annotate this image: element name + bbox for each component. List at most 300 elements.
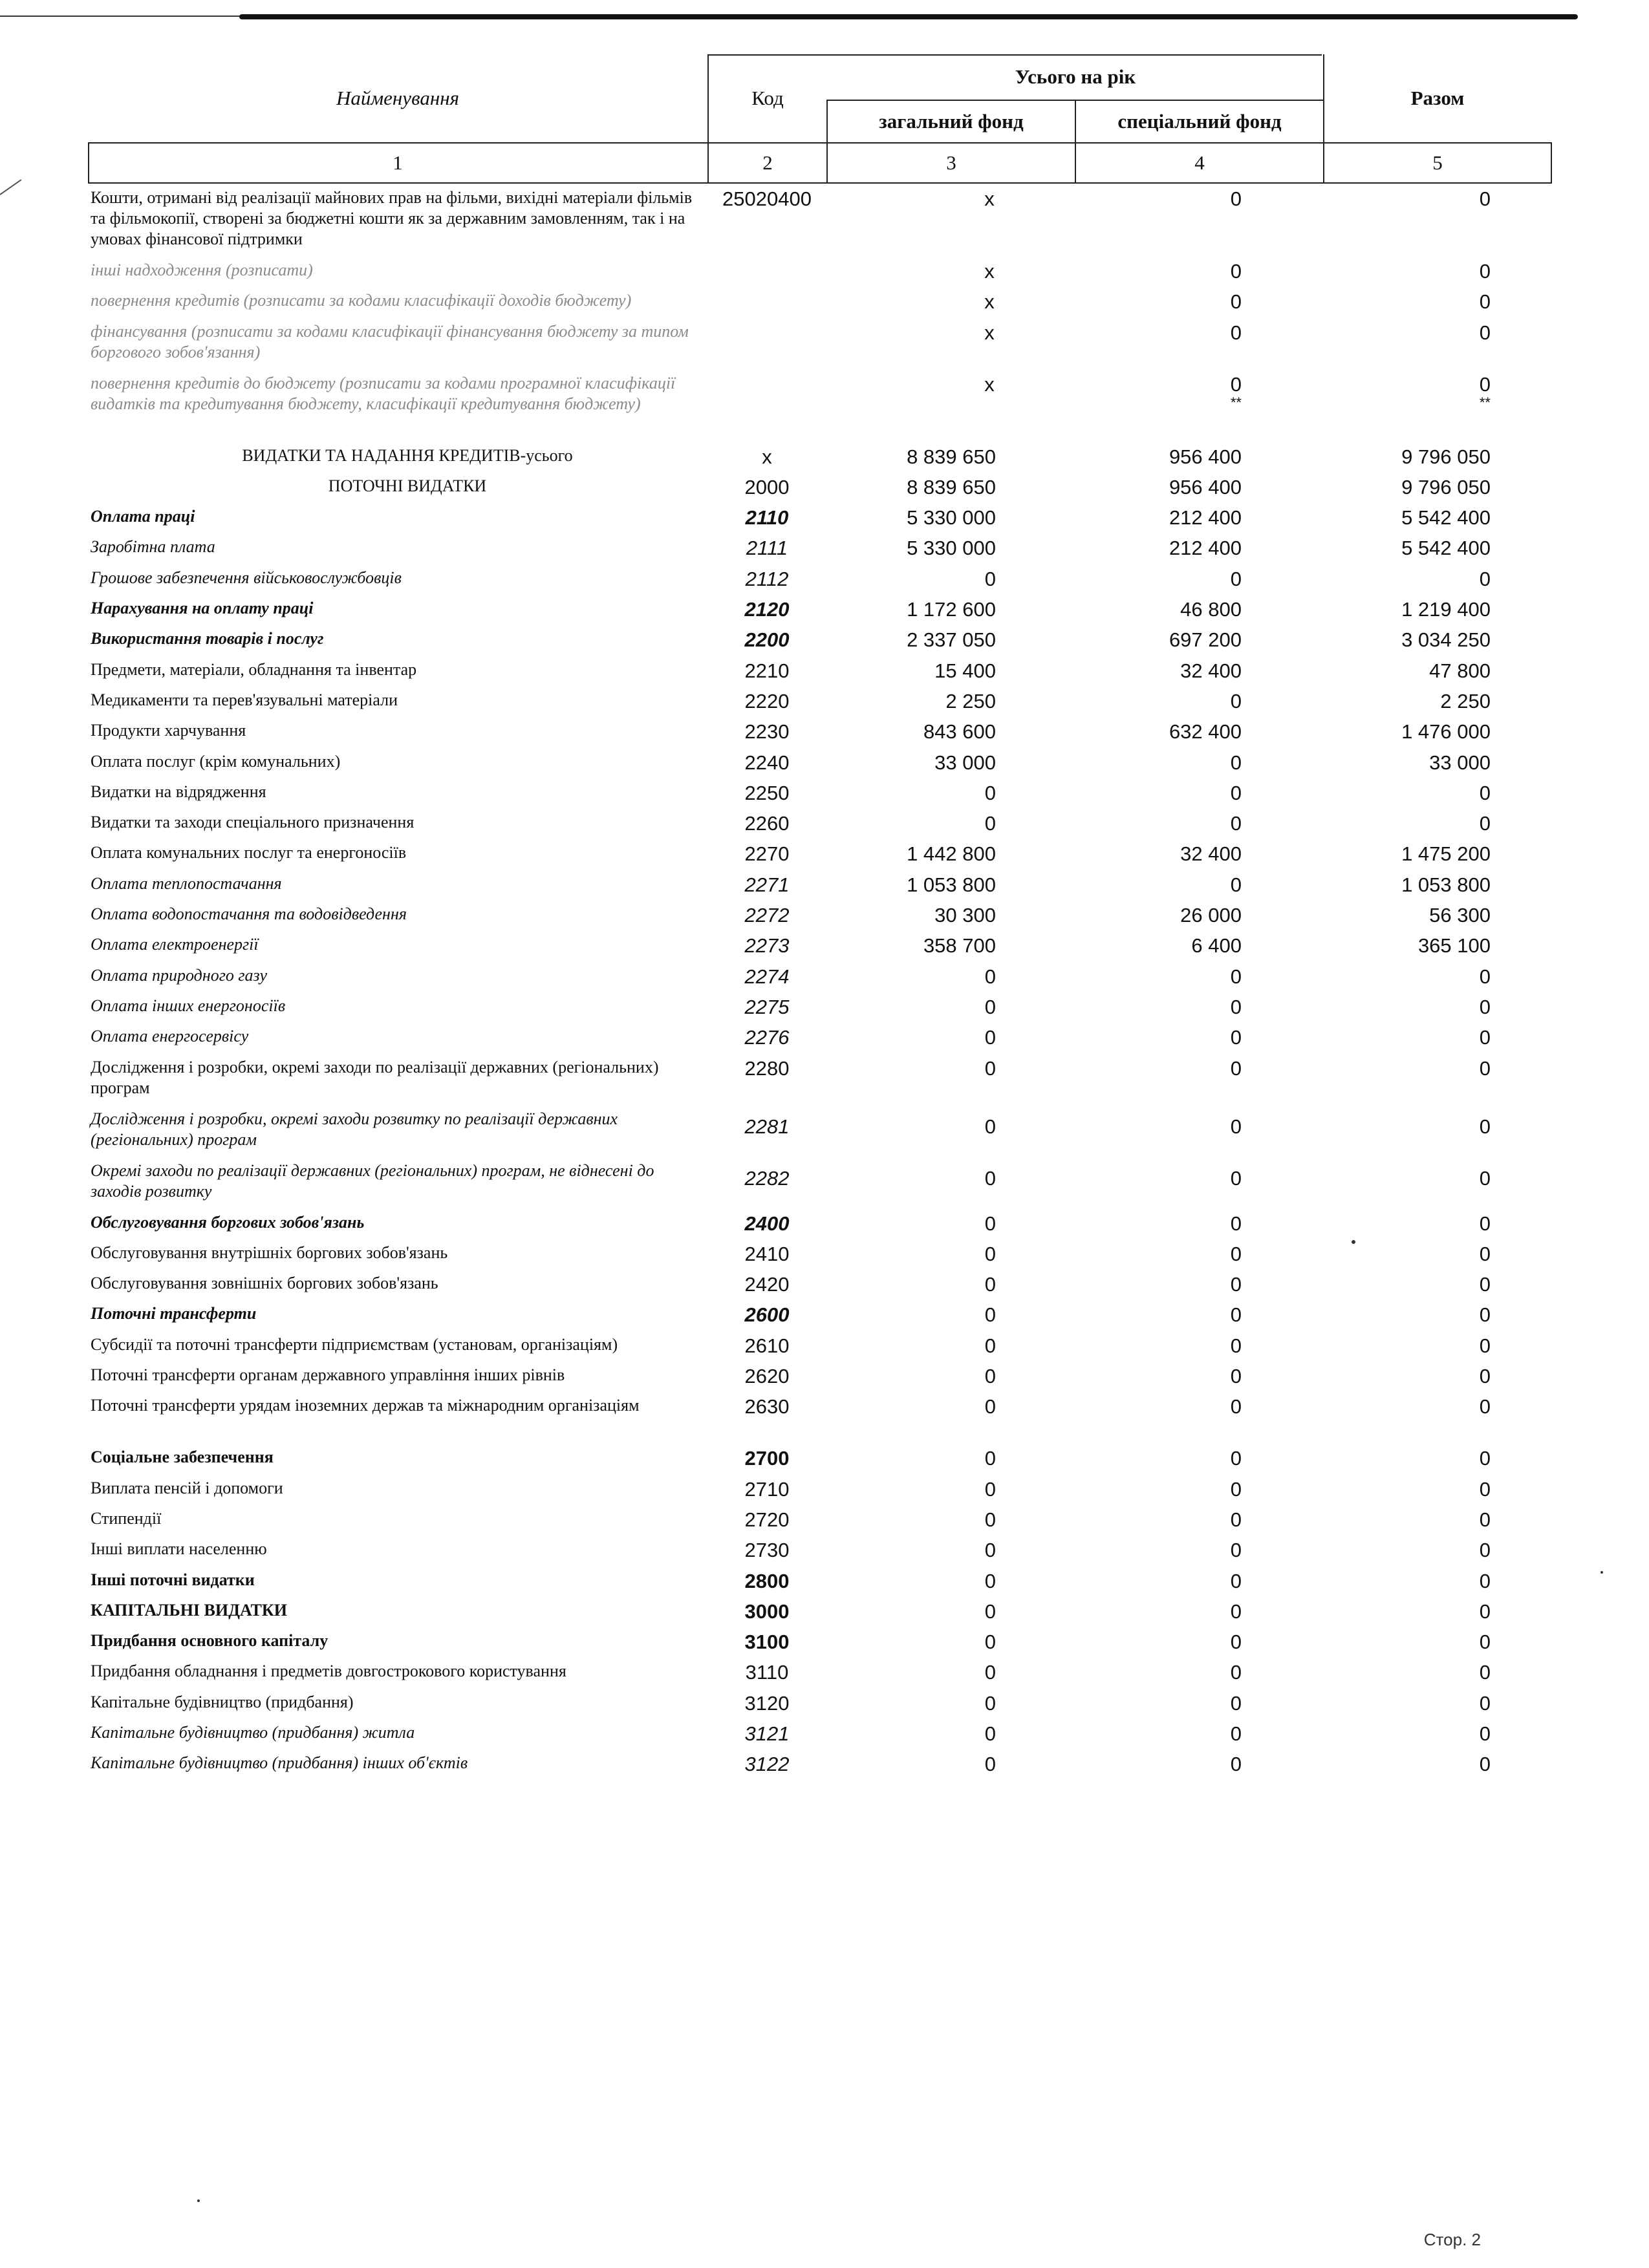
special-fund-value <box>1086 659 1242 683</box>
total-value <box>1332 1243 1491 1266</box>
total-value-text: 0 <box>1479 1477 1491 1501</box>
total-value-text: 0 <box>1479 1631 1491 1654</box>
special-fund-value-text: 0 <box>1230 1447 1242 1470</box>
row-code: 2276 <box>744 1026 790 1049</box>
general-fund-value-text: 0 <box>984 1273 996 1296</box>
row-name: Оплата енергосервісу <box>91 1027 249 1046</box>
general-fund-value <box>841 537 996 560</box>
general-fund-value-text: 30 300 <box>934 904 996 927</box>
special-fund-value-text: 0 <box>1230 1599 1242 1623</box>
row-code: 2800 <box>744 1569 790 1592</box>
row-name: Інші виплати населенню <box>91 1539 267 1559</box>
special-fund-value <box>1086 476 1242 499</box>
general-fund-value <box>841 1334 996 1358</box>
row-code: 2730 <box>744 1539 790 1562</box>
total-value <box>1332 720 1491 744</box>
row-code: 2620 <box>744 1365 790 1388</box>
row-name: Капітальне будівництво (придбання) <box>91 1692 354 1711</box>
general-fund-value-text: 0 <box>984 812 996 835</box>
column-number: 2 <box>762 151 773 174</box>
general-fund-value-text: 0 <box>984 1166 996 1190</box>
total-value <box>1332 782 1491 805</box>
general-fund-value-text: 0 <box>984 1115 996 1138</box>
row-name: Медикаменти та перев'язувальні матеріали <box>91 690 398 709</box>
total-value-text: 0 <box>1479 1273 1491 1296</box>
general-fund-value <box>841 751 996 775</box>
total-value <box>1332 812 1491 835</box>
table-row <box>0 1210 1649 1240</box>
total-value-text: 0 <box>1479 1242 1491 1265</box>
total-value-text: 47 800 <box>1429 659 1491 682</box>
row-name: Оплата послуг (крім комунальних) <box>91 751 341 771</box>
table-row <box>0 1106 1649 1158</box>
special-fund-value-text: 46 800 <box>1180 598 1242 621</box>
column-number: 5 <box>1432 151 1443 174</box>
general-fund-value <box>931 187 1048 211</box>
row-code: 2710 <box>744 1477 790 1501</box>
general-fund-value <box>841 1057 996 1080</box>
special-fund-value <box>1086 1026 1242 1049</box>
general-fund-value <box>841 690 996 713</box>
table-row <box>0 1536 1649 1567</box>
total-value-text: 0 <box>1479 1722 1491 1745</box>
general-fund-value-text: 0 <box>984 1539 996 1562</box>
row-name: інші надходження (розписати) <box>91 261 313 279</box>
table-row <box>0 932 1649 962</box>
table-row <box>0 1475 1649 1506</box>
total-value <box>1332 1447 1491 1470</box>
total-value <box>1332 1303 1491 1327</box>
total-value-text: 5 542 400 <box>1401 506 1491 530</box>
row-code: 2700 <box>744 1447 790 1470</box>
table-row <box>0 657 1649 687</box>
row-code: 2272 <box>744 904 790 927</box>
row-code: 2120 <box>744 598 790 621</box>
row-code: 2240 <box>744 751 790 774</box>
row-code: 2271 <box>744 873 790 896</box>
special-fund-value <box>1086 1365 1242 1388</box>
table-row <box>0 534 1649 564</box>
total-value <box>1332 1365 1491 1388</box>
total-value-text: 33 000 <box>1429 751 1491 774</box>
special-fund-value-text: 212 400 <box>1169 506 1242 530</box>
special-fund-value <box>1086 290 1242 314</box>
general-fund-value <box>841 1753 996 1776</box>
total-value <box>1332 1334 1491 1358</box>
general-fund-value-text: 0 <box>984 567 996 590</box>
general-fund-value-text: 0 <box>984 1661 996 1684</box>
row-name: КАПІТАЛЬНІ ВИДАТКИ <box>91 1600 287 1620</box>
row-name: Обслуговування боргових зобов'язань <box>91 1212 365 1232</box>
total-value-text: 0 <box>1479 372 1491 396</box>
special-fund-value-text: 0 <box>1230 1365 1242 1388</box>
general-fund-value-text: 0 <box>984 1631 996 1654</box>
special-fund-value <box>1086 598 1242 621</box>
total-value <box>1332 904 1491 927</box>
top-rule-thick <box>239 14 1578 19</box>
special-fund-value-text: 0 <box>1230 1056 1242 1080</box>
table-row <box>0 473 1649 504</box>
general-fund-value-text: 843 600 <box>923 720 996 744</box>
row-name: Продукти харчування <box>91 721 246 740</box>
special-fund-value <box>1086 1478 1242 1501</box>
row-name: Окремі заходи по реалізації державних (регіональних) програм, не віднесені до заходів розвитку <box>91 1161 654 1201</box>
special-fund-value <box>1086 1334 1242 1358</box>
total-value <box>1332 1508 1491 1532</box>
total-value-text: 0 <box>1479 1026 1491 1049</box>
special-fund-value <box>1086 720 1242 744</box>
special-fund-value-text: 0 <box>1230 1539 1242 1562</box>
special-fund-value <box>1086 628 1242 652</box>
special-fund-value <box>1086 751 1242 775</box>
special-fund-value <box>1086 1570 1242 1593</box>
total-value <box>1332 628 1491 652</box>
total-value-text: 1 475 200 <box>1401 842 1491 866</box>
total-value-text: 0 <box>1479 1599 1491 1623</box>
table-row <box>0 1362 1649 1393</box>
total-value <box>1332 1722 1491 1746</box>
general-fund-value-text: 0 <box>984 1212 996 1235</box>
general-fund-value-text: 33 000 <box>934 751 996 774</box>
row-name: Придбання основного капіталу <box>91 1631 329 1651</box>
footnote-mark: ** <box>1230 394 1242 411</box>
total-value-text: 1 476 000 <box>1401 720 1491 744</box>
total-value-text: 0 <box>1479 1753 1491 1776</box>
general-fund-value <box>841 1631 996 1654</box>
row-code: 25020400 <box>722 187 812 210</box>
general-fund-value-text: 0 <box>984 1691 996 1715</box>
table-row <box>0 871 1649 901</box>
total-value <box>1332 290 1491 314</box>
general-fund-value-text: x <box>984 260 995 283</box>
general-fund-value <box>931 290 1048 314</box>
special-fund-value-text: 0 <box>1230 1508 1242 1531</box>
row-name: ВИДАТКИ ТА НАДАННЯ КРЕДИТІВ-усього <box>242 445 573 465</box>
table-row <box>0 626 1649 656</box>
table-row <box>0 718 1649 748</box>
row-code: 3121 <box>744 1722 790 1745</box>
total-value <box>1332 476 1491 499</box>
column-number: 3 <box>946 151 956 174</box>
row-code: 2720 <box>744 1508 790 1531</box>
special-fund-value <box>1086 1661 1242 1684</box>
row-code: 2250 <box>744 781 790 804</box>
general-fund-value <box>841 598 996 621</box>
total-value-text: 0 <box>1479 965 1491 988</box>
table-row <box>0 1658 1649 1689</box>
table-row <box>0 257 1649 288</box>
special-fund-value-text: 0 <box>1230 1569 1242 1592</box>
total-value-text: 3 034 250 <box>1401 628 1491 652</box>
special-fund-value <box>1086 965 1242 989</box>
total-value-text: 0 <box>1479 1212 1491 1235</box>
row-name: Грошове забезпечення військовослужбовців <box>91 568 402 587</box>
row-name: повернення кредитів (розписати за кодами класифікації доходів бюджету) <box>91 291 632 310</box>
total-value <box>1332 1057 1491 1080</box>
table-row <box>0 288 1649 318</box>
page-number: Стор. 2 <box>1423 2230 1481 2249</box>
special-fund-value <box>1086 1508 1242 1532</box>
row-code: 2200 <box>744 628 790 652</box>
row-code: 2260 <box>744 812 790 835</box>
total-value <box>1332 1026 1491 1049</box>
table-row <box>0 901 1649 932</box>
column-number: 1 <box>393 151 403 174</box>
table-row <box>0 1598 1649 1628</box>
total-value-text: 0 <box>1479 290 1491 314</box>
general-fund-value <box>841 1600 996 1623</box>
table-row <box>0 1054 1649 1106</box>
general-fund-value <box>841 1167 996 1190</box>
special-fund-value <box>1086 782 1242 805</box>
row-name: Придбання обладнання і предметів довгострокового користування <box>91 1662 566 1681</box>
special-fund-header: спеціальний фонд <box>1117 110 1282 133</box>
total-value <box>1332 751 1491 775</box>
general-fund-value <box>841 720 996 744</box>
row-code: 2111 <box>746 537 788 560</box>
total-value <box>1332 373 1491 409</box>
general-fund-value <box>841 1365 996 1388</box>
column-number: 4 <box>1194 151 1205 174</box>
total-column-header: Разом <box>1410 87 1465 109</box>
row-name: Оплата природного газу <box>91 965 268 985</box>
row-code: 2110 <box>745 506 789 530</box>
general-fund-value <box>841 1447 996 1470</box>
special-fund-value-text: 0 <box>1230 995 1242 1018</box>
special-fund-value <box>1086 568 1242 591</box>
total-value <box>1332 1212 1491 1236</box>
general-fund-value-text: 0 <box>984 1477 996 1501</box>
row-name: Заробітна плата <box>91 537 215 557</box>
row-code: 2270 <box>744 842 790 866</box>
special-fund-value <box>1086 873 1242 897</box>
row-code: 2275 <box>744 995 790 1018</box>
special-fund-value-text: 0 <box>1230 751 1242 774</box>
special-fund-value-text: 0 <box>1230 1722 1242 1745</box>
table-row <box>0 687 1649 718</box>
special-fund-value-text: 0 <box>1230 372 1242 396</box>
total-value-text: 9 796 050 <box>1401 445 1491 468</box>
table-row <box>0 1506 1649 1536</box>
row-code: 2630 <box>744 1395 790 1418</box>
row-name: повернення кредитів до бюджету (розписати за кодами програмної класифікації видатків та кредитування бюджету, класифікації кредитування бюджету) <box>91 373 676 413</box>
row-code: 2280 <box>744 1056 790 1080</box>
total-value <box>1332 996 1491 1019</box>
general-fund-value <box>841 934 996 957</box>
row-name: Субсидії та поточні трансферти підприємствам (установам, організаціям) <box>91 1334 618 1354</box>
table-row <box>0 1270 1649 1301</box>
total-value-text: 0 <box>1479 1334 1491 1357</box>
total-value-text: 0 <box>1479 781 1491 804</box>
row-code: 2420 <box>744 1273 790 1296</box>
general-fund-value-text: x <box>984 290 995 314</box>
row-code: 3100 <box>744 1631 790 1654</box>
special-fund-value <box>1086 506 1242 530</box>
row-name: Видатки на відрядження <box>91 782 266 801</box>
special-fund-value-text: 0 <box>1230 1026 1242 1049</box>
total-value <box>1332 598 1491 621</box>
table-row <box>0 1444 1649 1475</box>
total-value-text: 0 <box>1479 187 1491 210</box>
table-row <box>0 443 1649 473</box>
general-fund-value <box>841 1212 996 1236</box>
special-fund-value-text: 0 <box>1230 965 1242 988</box>
general-fund-value <box>841 1395 996 1418</box>
special-fund-value <box>1086 187 1242 211</box>
general-fund-value-text: 0 <box>984 1569 996 1592</box>
special-fund-value <box>1086 690 1242 713</box>
row-code: 3122 <box>744 1753 790 1776</box>
table-row <box>0 1689 1649 1720</box>
total-value <box>1332 873 1491 897</box>
total-value <box>1332 1115 1491 1139</box>
general-fund-value <box>841 1026 996 1049</box>
name-column-header: Найменування <box>336 87 459 109</box>
general-fund-value <box>841 812 996 835</box>
general-fund-value-text: 0 <box>984 965 996 988</box>
special-fund-value-text: 0 <box>1230 1115 1242 1138</box>
row-name: фінансування (розписати за кодами класифікації фінансування бюджету за типом боргового зобов'язання) <box>91 321 689 361</box>
header-rule <box>88 182 1552 184</box>
special-fund-value <box>1086 1303 1242 1327</box>
row-code: 3120 <box>744 1691 790 1715</box>
special-fund-value <box>1086 1167 1242 1190</box>
special-fund-value-text: 0 <box>1230 1303 1242 1327</box>
general-fund-value-text: 8 839 650 <box>907 475 996 498</box>
total-value <box>1332 1539 1491 1562</box>
total-value-text: 1 053 800 <box>1401 873 1491 896</box>
general-fund-value <box>841 782 996 805</box>
special-fund-value <box>1086 1115 1242 1139</box>
table-body <box>0 185 1649 1781</box>
row-name: Оплата праці <box>91 507 195 526</box>
special-fund-value <box>1086 996 1242 1019</box>
special-fund-value <box>1086 1447 1242 1470</box>
table-row <box>0 993 1649 1023</box>
total-value-text: 0 <box>1479 1508 1491 1531</box>
total-value <box>1332 1753 1491 1776</box>
general-fund-value-text: 0 <box>984 1303 996 1327</box>
general-fund-value <box>841 1115 996 1139</box>
table-row <box>0 1240 1649 1270</box>
general-fund-value-text: 0 <box>984 1447 996 1470</box>
general-fund-value <box>841 568 996 591</box>
row-code: 2410 <box>744 1242 790 1265</box>
row-name: Капітальне будівництво (придбання) інших об'єктів <box>91 1753 468 1773</box>
general-fund-value <box>841 996 996 1019</box>
special-fund-value-text: 0 <box>1230 1273 1242 1296</box>
row-code: 2210 <box>744 659 790 682</box>
row-code: 2274 <box>744 965 790 988</box>
general-fund-value-text: 5 330 000 <box>907 537 996 560</box>
total-value-text: 0 <box>1479 1365 1491 1388</box>
code-column-header: Код <box>751 87 784 109</box>
total-value-text: 0 <box>1479 995 1491 1018</box>
general-fund-value-text: 1 053 800 <box>907 873 996 896</box>
total-value-text: 5 542 400 <box>1401 537 1491 560</box>
table-row <box>0 1158 1649 1210</box>
special-fund-value-text: 0 <box>1230 1631 1242 1654</box>
row-code: x <box>762 445 772 468</box>
general-fund-value <box>841 476 996 499</box>
total-value-text: 0 <box>1479 812 1491 835</box>
row-name: Дослідження і розробки, окремі заходи розвитку по реалізації державних (регіональних) програм <box>91 1109 618 1149</box>
general-fund-value <box>841 628 996 652</box>
row-code: 2220 <box>744 689 790 712</box>
special-fund-value-text: 0 <box>1230 781 1242 804</box>
general-fund-value-text: 0 <box>984 1753 996 1776</box>
row-name: Оплата комунальних послуг та енергоносіїв <box>91 843 407 862</box>
total-value-text: 365 100 <box>1417 934 1491 957</box>
table-row <box>0 1567 1649 1598</box>
general-fund-value-text: 0 <box>984 1026 996 1049</box>
row-name: Соціальне забезпечення <box>91 1448 274 1467</box>
special-fund-value <box>1086 1057 1242 1080</box>
general-fund-value <box>841 1243 996 1266</box>
total-value <box>1332 1395 1491 1418</box>
general-fund-value-text: 0 <box>984 1334 996 1357</box>
general-fund-value-text: 0 <box>984 995 996 1018</box>
table-row <box>0 565 1649 595</box>
row-code: 2400 <box>744 1212 790 1235</box>
total-value <box>1332 537 1491 560</box>
total-value-text: 1 219 400 <box>1401 598 1491 621</box>
table-row <box>0 1750 1649 1781</box>
general-fund-value <box>841 904 996 927</box>
special-fund-value-text: 0 <box>1230 1395 1242 1418</box>
row-code: 2230 <box>744 720 790 744</box>
row-name: Кошти, отримані від реалізації майнових прав на фільми, вихідні матеріали фільмів та фільмокопії, створені за бюджетні кошти як за державним замовленням, так і на умовах фінансової підтримки <box>91 188 693 248</box>
total-value-text: 56 300 <box>1429 904 1491 927</box>
special-fund-value-text: 0 <box>1230 812 1242 835</box>
total-value-text: 0 <box>1479 1447 1491 1470</box>
total-value-text: 0 <box>1479 1303 1491 1327</box>
row-name: Використання товарів і послуг <box>91 629 324 648</box>
total-value-text: 0 <box>1479 1395 1491 1418</box>
special-fund-value-text: 0 <box>1230 1242 1242 1265</box>
general-fund-value-text: 5 330 000 <box>907 506 996 530</box>
general-fund-value-text: 15 400 <box>934 659 996 682</box>
table-row <box>0 319 1649 370</box>
general-fund-value <box>841 1539 996 1562</box>
row-code: 2610 <box>744 1334 790 1357</box>
table-row <box>0 779 1649 809</box>
special-fund-value <box>1086 1722 1242 1746</box>
table-row <box>0 370 1649 443</box>
general-fund-value-text: 2 337 050 <box>907 628 996 652</box>
total-value <box>1332 1478 1491 1501</box>
general-fund-value-text: 358 700 <box>923 934 996 957</box>
general-fund-value <box>841 1303 996 1327</box>
special-fund-value-text: 0 <box>1230 321 1242 344</box>
footnote-mark: ** <box>1479 394 1491 411</box>
row-name: Поточні трансферти <box>91 1304 257 1323</box>
total-value <box>1332 1692 1491 1715</box>
general-fund-value-text: 0 <box>984 1722 996 1745</box>
row-name: Оплата теплопостачання <box>91 873 282 893</box>
total-value <box>1332 506 1491 530</box>
table-row <box>0 840 1649 870</box>
general-fund-value-text: 2 250 <box>945 689 996 712</box>
row-code: 2000 <box>744 475 790 498</box>
total-value-text: 0 <box>1479 1056 1491 1080</box>
special-fund-value <box>1086 1753 1242 1776</box>
general-fund-value <box>841 506 996 530</box>
general-fund-value <box>841 1478 996 1501</box>
general-fund-value-text: 0 <box>984 1056 996 1080</box>
general-fund-value-text: 0 <box>984 1508 996 1531</box>
general-fund-value-text: x <box>984 321 995 344</box>
